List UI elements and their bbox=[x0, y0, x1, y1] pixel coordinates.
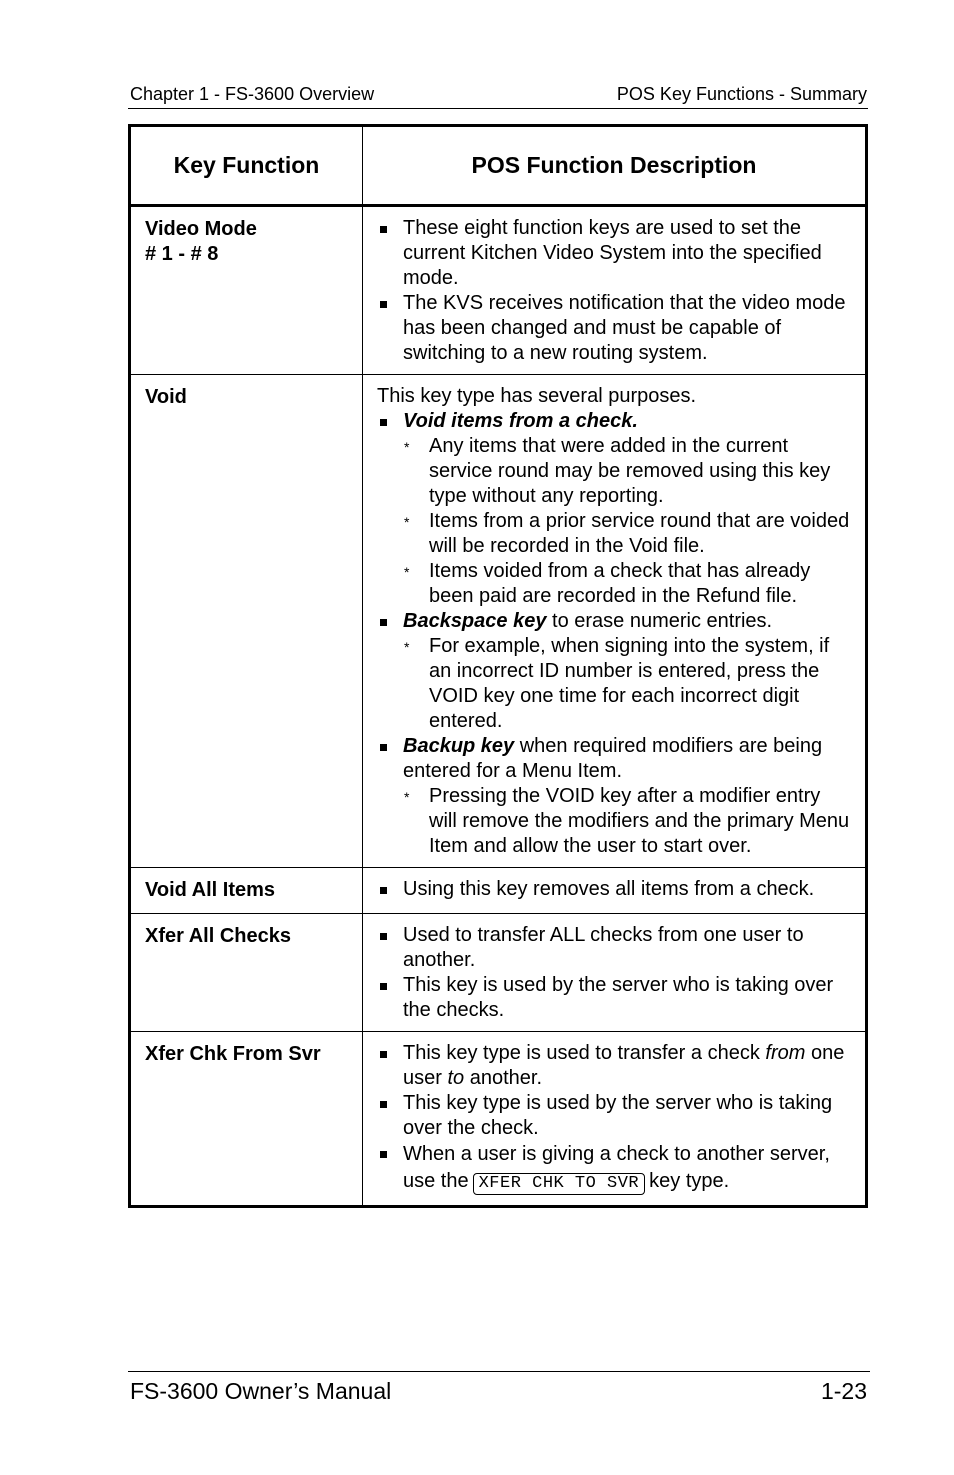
sub-bullet-item: * Pressing the VOID key after a modifier entry will remove the modifiers and the primary Menu Item and allow the user to start over. bbox=[403, 784, 851, 859]
table-row-void-all-items bbox=[130, 868, 867, 914]
bullet-item: Using this key removes all items from a check. bbox=[377, 877, 851, 902]
footer-manual-title: FS-3600 Owner’s Manual bbox=[130, 1378, 392, 1404]
sub-bullet-list bbox=[403, 634, 851, 734]
bullet-text: This key type is used to transfer a check bbox=[403, 1042, 766, 1064]
bullet-item bbox=[377, 1141, 851, 1195]
bullet-item bbox=[377, 609, 851, 734]
bullet-list bbox=[377, 1041, 851, 1195]
bullet-item: This key is used by the server who is taking over the checks. bbox=[377, 973, 851, 1023]
bullet-list bbox=[377, 216, 851, 366]
key-cell bbox=[130, 1032, 363, 1207]
table-row-void bbox=[130, 375, 867, 868]
bullet-text: When a user is giving a check to another server, use the bbox=[403, 1143, 830, 1192]
sub-bullet-list bbox=[403, 434, 851, 609]
page-number: 1-23 bbox=[820, 1378, 867, 1404]
bullet-item: Used to transfer ALL checks from one user to another. bbox=[377, 923, 851, 973]
table-header-row bbox=[130, 126, 867, 206]
sub-bullet-item: * Items from a prior service round that are voided will be recorded in the Void file. bbox=[403, 509, 851, 559]
key-name: Void bbox=[145, 386, 187, 408]
key-function-table bbox=[128, 124, 868, 1208]
header-chapter: Chapter 1 - FS-3600 Overview bbox=[130, 84, 375, 104]
bullet-item: The KVS receives notification that the video mode has been changed and must be capable of switching to a new routing system. bbox=[377, 291, 851, 366]
bullet-item: This key type is used by the server who is taking over the check. bbox=[377, 1091, 851, 1141]
sub-bullet-item: * Any items that were added in the current service round may be removed using this key type without any reporting. bbox=[403, 434, 851, 509]
header-rule bbox=[128, 108, 868, 109]
key-name: Xfer All Checks bbox=[145, 925, 291, 947]
key-name: Video Mode bbox=[145, 218, 257, 240]
bullet-text: to erase numeric entries. bbox=[546, 610, 773, 632]
description-intro: This key type has several purposes. bbox=[377, 385, 697, 407]
bullet-item bbox=[377, 734, 851, 859]
sub-bullet-item: * Items voided from a check that has already been paid are recorded in the Refund file. bbox=[403, 559, 851, 609]
header-section: POS Key Functions - Summary bbox=[616, 84, 867, 104]
key-cell bbox=[130, 375, 363, 868]
key-name: Xfer Chk From Svr bbox=[145, 1043, 321, 1065]
key-cell bbox=[130, 206, 363, 375]
key-range: # 1 - # 8 bbox=[145, 243, 219, 265]
key-name: Void All Items bbox=[145, 879, 276, 901]
bullet-list bbox=[377, 923, 851, 1023]
sub-bullet-item: * For example, when signing into the system, if an incorrect ID number is entered, press the VOID key one time for each incorrect digit entered. bbox=[403, 634, 851, 734]
column-header-key-function: Key Function bbox=[130, 126, 363, 206]
bullet-list bbox=[377, 409, 851, 859]
description-cell bbox=[363, 1032, 867, 1207]
bullet-item bbox=[377, 409, 851, 609]
key-cell bbox=[130, 914, 363, 1032]
column-header-description: POS Function Description bbox=[363, 126, 867, 206]
description-cell bbox=[363, 206, 867, 375]
footer-rule bbox=[128, 1371, 870, 1372]
emphasis-from: from bbox=[765, 1042, 806, 1064]
bullet-list bbox=[377, 877, 851, 902]
bullet-item: These eight function keys are used to set the current Kitchen Video System into the specified mode. bbox=[377, 216, 851, 291]
table-row-xfer-chk-from-svr bbox=[130, 1032, 867, 1207]
key-cell bbox=[130, 868, 363, 914]
table-row-video-mode bbox=[130, 206, 867, 375]
bullet-text: one user bbox=[403, 1042, 850, 1089]
bullet-text: when required modifiers are being entered for a Menu Item. bbox=[403, 735, 828, 782]
bullet-text: another. bbox=[464, 1067, 542, 1089]
bullet-text: key type. bbox=[649, 1170, 730, 1192]
description-cell bbox=[363, 375, 867, 868]
bullet-title: Void items from a check. bbox=[403, 410, 638, 432]
description-cell bbox=[363, 914, 867, 1032]
emphasis-to: to bbox=[447, 1067, 465, 1089]
key-label-xfer-chk-to-svr: XFER CHK TO SVR bbox=[473, 1173, 646, 1195]
bullet-item bbox=[377, 1041, 851, 1091]
bullet-title: Backspace key bbox=[403, 610, 547, 632]
sub-bullet-list bbox=[403, 784, 851, 859]
bullet-title: Backup key bbox=[403, 735, 515, 757]
description-cell bbox=[363, 868, 867, 914]
table-row-xfer-all-checks bbox=[130, 914, 867, 1032]
